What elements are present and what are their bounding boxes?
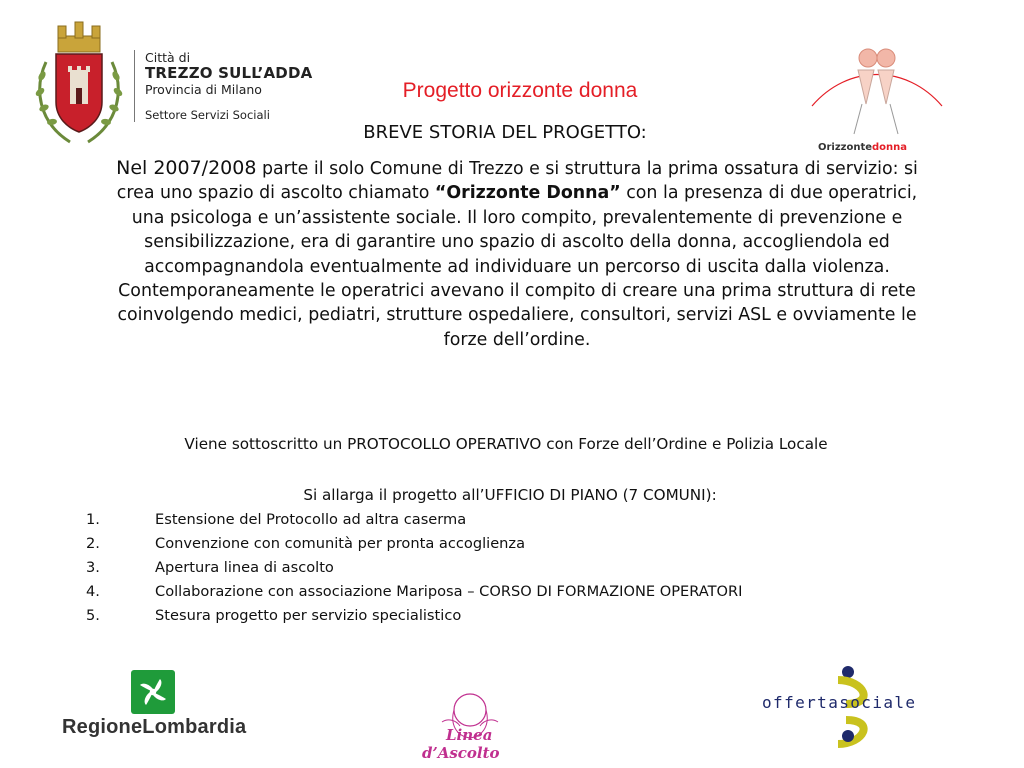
list-item-text: Collaborazione con associazione Mariposa – CORSO DI FORMAZIONE OPERATORI (155, 583, 743, 600)
lombardia-wordmark: RegioneLombardia (62, 716, 247, 738)
lombardia-rose-icon (131, 670, 175, 714)
list-item-text: Stesura progetto per servizio specialistico (155, 607, 462, 624)
offertasociale-wordmark: offertasociale (762, 693, 917, 712)
city-line-3: Provincia di Milano (145, 82, 262, 97)
intro-lead: Nel 2007/2008 (116, 157, 257, 179)
city-line-1: Città di (145, 50, 191, 65)
linea-line-1: Linea (446, 726, 493, 744)
list-item (86, 606, 946, 630)
linea-line-2: d’Ascolto (422, 744, 500, 762)
city-line-4: Settore Servizi Sociali (145, 108, 270, 122)
city-name-block (145, 50, 312, 123)
list-item (86, 582, 946, 606)
intro-part-1: parte il solo Comune di Trezzo e si struttura la prima ossatura di servizio: si crea uno spazio di ascolto chiamato (116, 159, 918, 204)
intro-emphasis: “Orizzonte Donna” (434, 183, 621, 204)
orizzonte-logo-text-b: donna (872, 142, 908, 153)
list-item-number: 4. (86, 583, 100, 600)
list-item (86, 534, 946, 558)
orizzonte-logo-text-a: Orizzonte (818, 142, 873, 153)
intro-paragraph (110, 156, 924, 352)
list-item-number: 5. (86, 607, 100, 624)
list-item (86, 510, 946, 534)
city-line-2: TREZZO SULL’ADDA (145, 64, 313, 82)
orizzonte-donna-logo (808, 44, 946, 160)
linea-ascolto-logo (412, 688, 528, 768)
list-item-text: Apertura linea di ascolto (155, 559, 334, 576)
protocol-paragraph: Viene sottoscritto un PROTOCOLLO OPERATIVO con Forze dell’Ordine e Polizia Locale (184, 435, 828, 453)
list-item-text: Convenzione con comunità per pronta accoglienza (155, 535, 526, 552)
list-item (86, 558, 946, 582)
expansion-paragraph: Si allarga il progetto all’UFFICIO DI PIANO (7 COMUNI): (303, 486, 717, 504)
city-logo-divider (134, 50, 135, 122)
list-item-text: Estensione del Protocollo ad altra caserma (155, 511, 467, 528)
list-item-number: 2. (86, 535, 100, 552)
intro-part-2: con la presenza di due operatrici, una psicologa e un’assistente sociale. Il loro compito, prevalentemente di prevenzione e sensibilizzazione, era di garantire uno spazio di ascolto della donna, accogliendola ed accompagnandola eventualmente ad individuare un percorso di uscita dalla violenza. Contemporaneamente le operatrici avevano il compito di creare una prima struttura di rete coinvolgendo medici, pediatri, strutture ospedaliere, consultori, servizi ASL e ovviamente le forze dell’ordine. (117, 183, 918, 350)
list-item-number: 3. (86, 559, 100, 576)
trezzo-crest-logo (32, 18, 126, 150)
section-subtitle: BREVE STORIA DEL PROGETTO: (363, 122, 647, 143)
steps-list (86, 510, 946, 630)
slide-title: Progetto orizzonte donna (402, 79, 638, 102)
list-item-number: 1. (86, 511, 100, 528)
